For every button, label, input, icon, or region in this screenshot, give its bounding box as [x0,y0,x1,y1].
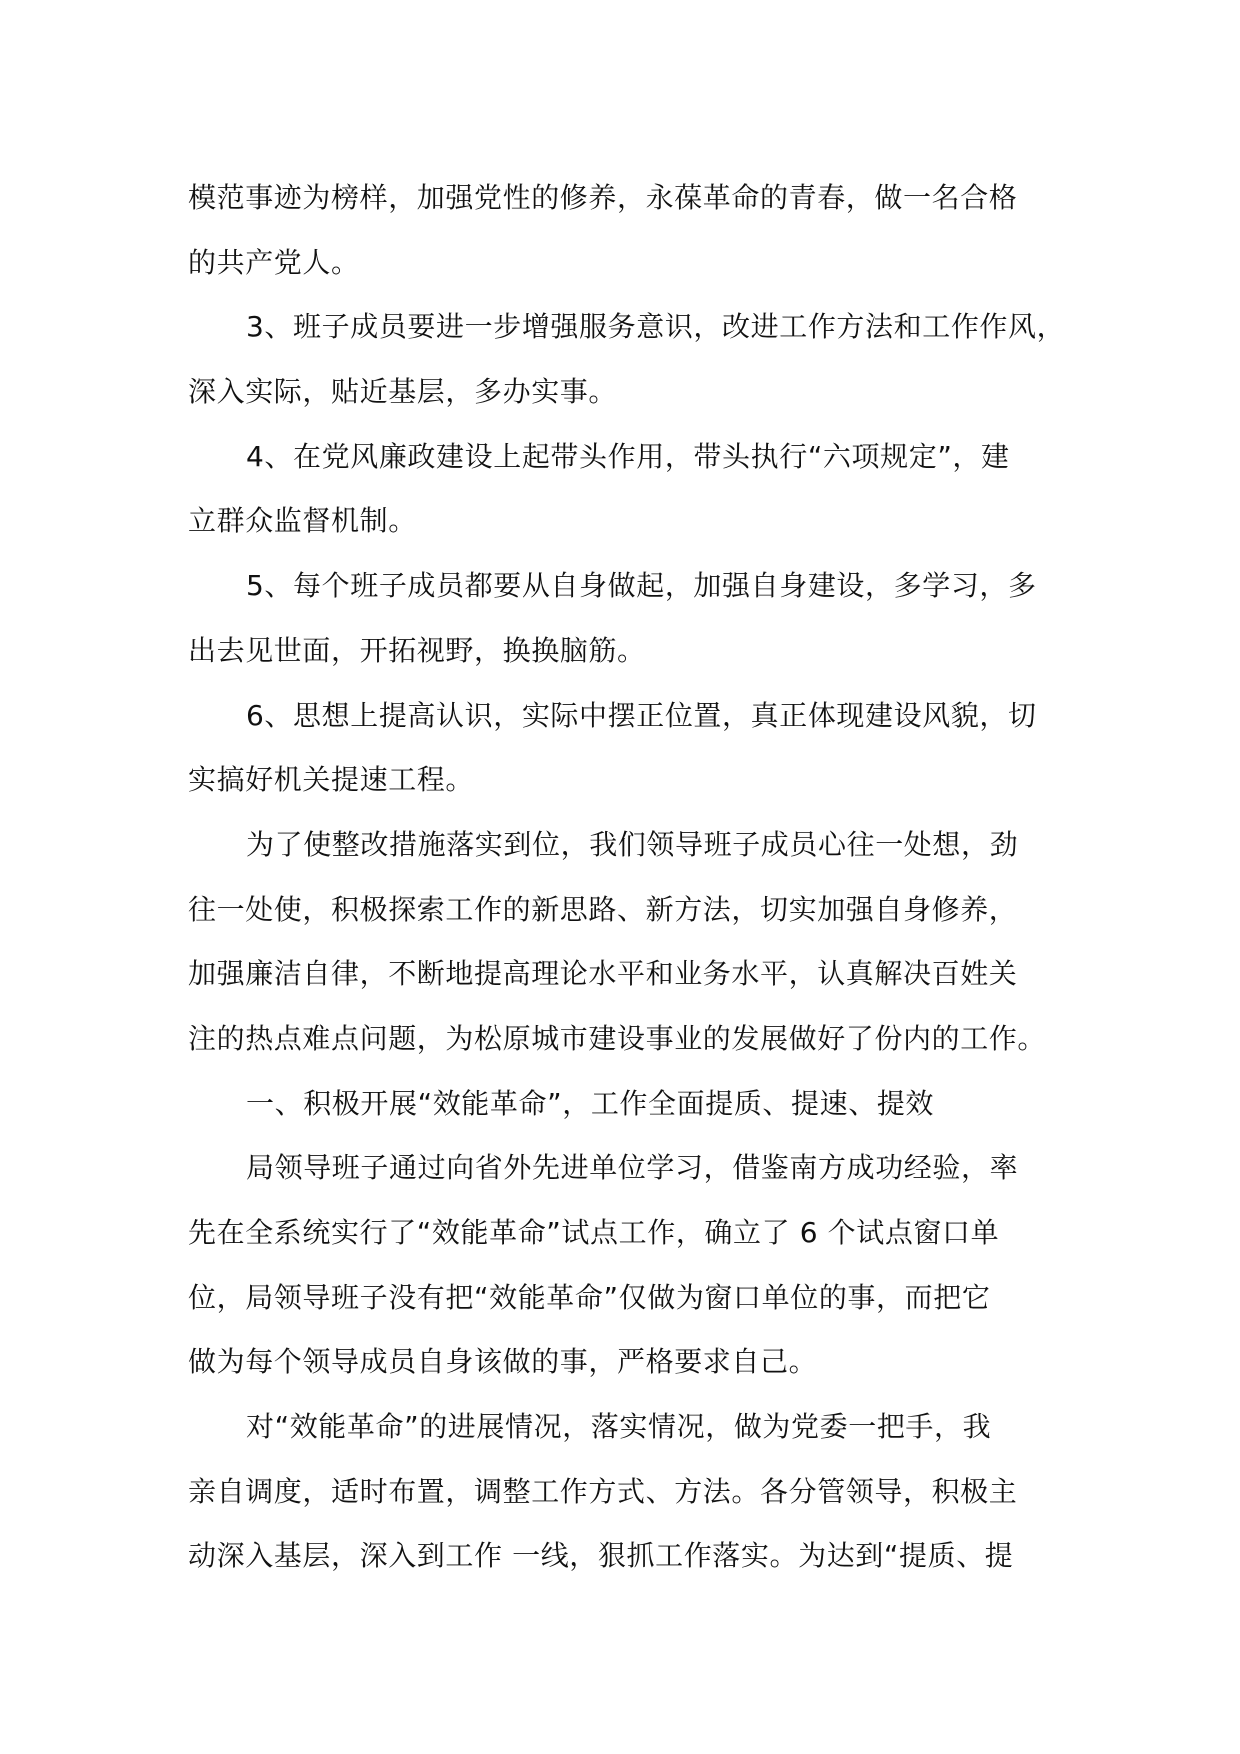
text-line: 对“效能革命”的进展情况，落实情况，做为党委一把手，我 [246,1410,992,1444]
text-line: 4、在党风廉政建设上起带头作用，带头执行“六项规定”，建 [246,439,1010,473]
text-line: 动深入基层，深入到工作 一线，狠抓工作落实。为达到“提质、提 [188,1539,1014,1573]
document-body [188,166,1066,1589]
text-line: 6、思想上提高认识，实际中摆正位置，真正体现建设风貌，切 [246,698,1037,732]
text-line: 3、班子成员要进一步增强服务意识，改进工作方法和工作作风， [246,310,1066,344]
text-line: 深入实际，贴近基层，多办实事。 [188,375,618,409]
text-line: 先在全系统实行了“效能革命”试点工作，确立了 6 个试点窗口单 [188,1216,1000,1249]
text-line: 亲自调度，适时布置，调整工作方式、方法。各分管领导，积极主 [188,1474,1018,1508]
text-line: 5、每个班子成员都要从自身做起，加强自身建设，多学习，多 [246,569,1037,603]
text-line: 注的热点难点问题，为松原城市建设事业的发展做好了份内的工作。 [188,1021,1047,1055]
text-line: 往一处使，积极探索工作的新思路、新方法，切实加强自身修养， [188,892,1018,926]
section-heading: 一、积极开展“效能革命”，工作全面提质、提速、提效 [246,1086,935,1120]
text-line: 位，局领导班子没有把“效能革命”仅做为窗口单位的事，而把它 [188,1280,991,1314]
text-line: 出去见世面，开拓视野，换换脑筋。 [188,633,646,667]
text-line: 为了使整改措施落实到位，我们领导班子成员心往一处想，劲 [246,827,1019,861]
text-line: 的共产党人。 [188,245,360,279]
text-line: 模范事迹为榜样，加强党性的修养，永葆革命的青春，做一名合格 [188,181,1018,214]
text-line: 实搞好机关提速工程。 [188,763,475,797]
text-line: 局领导班子通过向省外先进单位学习，借鉴南方成功经验，率 [246,1151,1019,1185]
text-line: 立群众监督机制。 [188,504,417,538]
text-line: 做为每个领导成员自身该做的事，严格要求自己。 [188,1345,818,1379]
text-line: 加强廉洁自律，不断地提高理论水平和业务水平，认真解决百姓关 [188,957,1018,991]
